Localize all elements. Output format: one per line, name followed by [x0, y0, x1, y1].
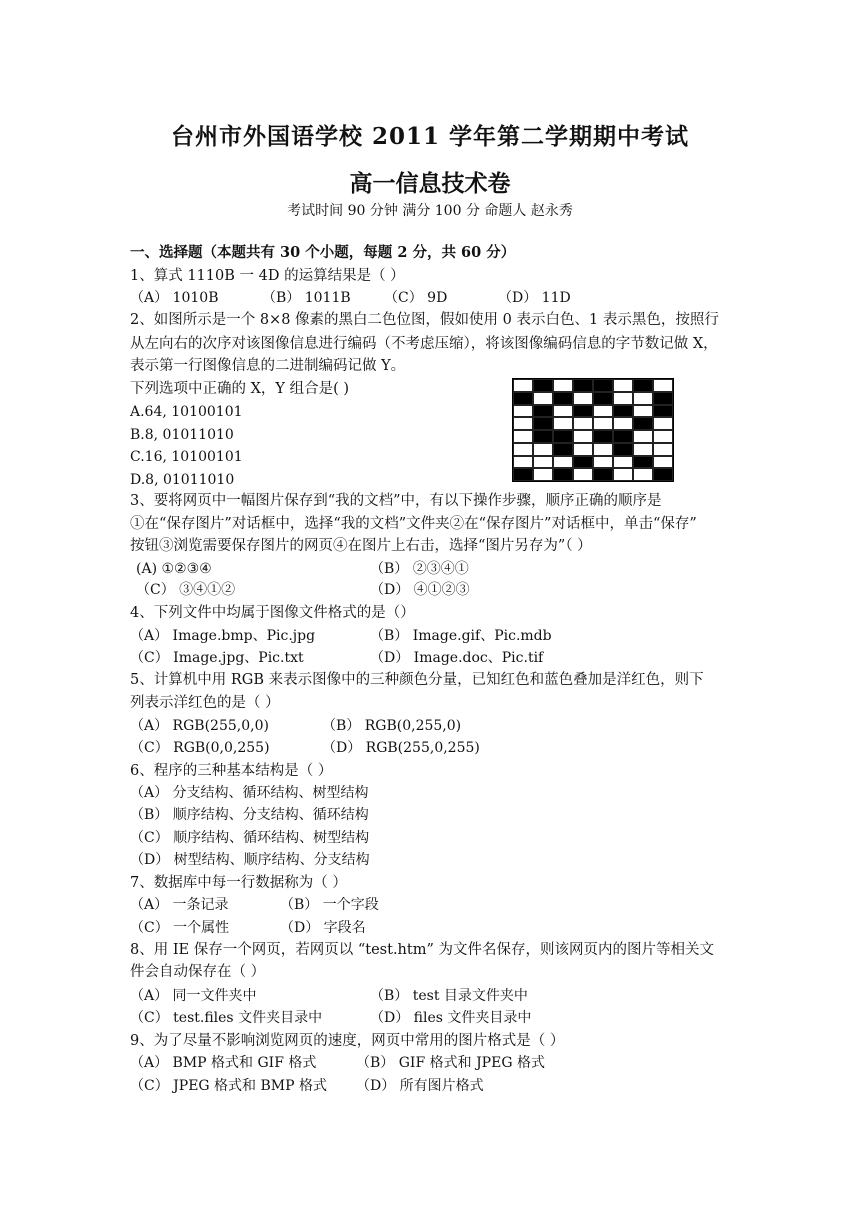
q8-line-1: 8、用 IE 保存一个网页，若网页以 “test.htm” 为文件名保存，则该网页内的图片等相关文 — [130, 942, 714, 958]
bitmap-cell-r7-c6 — [633, 468, 653, 481]
q7-option-b: （B） 一个字段 — [280, 897, 379, 913]
bitmap-cell-r3-c7 — [653, 417, 673, 430]
bitmap-cell-r7-c4 — [593, 468, 613, 481]
q4-option-c: （C） Image.jpg、Pic.txt — [130, 650, 304, 666]
bitmap-cell-r7-c1 — [533, 468, 553, 481]
bitmap-cell-r4-c6 — [633, 430, 653, 443]
bitmap-cell-r4-c1 — [533, 430, 553, 443]
q2-line-1: 2、如图所示是一个 8×8 像素的黑白二色位图，假如使用 0 表示白色、1 表示黑色，按照行 — [130, 312, 719, 328]
q9-option-b: （B） GIF 格式和 JPEG 格式 — [356, 1055, 545, 1071]
q3-option-c: （C） ③④①② — [136, 582, 236, 598]
bitmap-cell-r6-c0 — [513, 456, 533, 469]
q7-option-c: （C） 一个属性 — [130, 920, 230, 936]
q5-option-b: （B） RGB(0,255,0) — [322, 718, 462, 734]
bitmap-cell-r1-c0 — [513, 392, 533, 405]
bitmap-cell-r3-c2 — [553, 417, 573, 430]
bitmap-cell-r5-c4 — [593, 443, 613, 456]
bitmap-cell-r4-c7 — [653, 430, 673, 443]
bitmap-cell-r1-c6 — [633, 392, 653, 405]
q9-option-a: （A） BMP 格式和 GIF 格式 — [130, 1055, 317, 1071]
exam-info: 考试时间 90 分钟 满分 100 分 命题人 赵永秀 — [287, 203, 573, 219]
bitmap-cell-r0-c2 — [553, 379, 573, 392]
bitmap-cell-r4-c4 — [593, 430, 613, 443]
q7-stem: 7、数据库中每一行数据称为（ ） — [130, 875, 347, 891]
bitmap-cell-r7-c2 — [553, 468, 573, 481]
q5-line-2: 列表示洋红色的是（ ） — [130, 695, 280, 711]
bitmap-cell-r6-c5 — [613, 456, 633, 469]
q2-option-a: A.64, 10100101 — [130, 404, 243, 420]
bitmap-cell-r1-c1 — [533, 392, 553, 405]
bitmap-cell-r6-c1 — [533, 456, 553, 469]
q9-stem: 9、为了尽量不影响浏览网页的速度，网页中常用的图片格式是（ ） — [130, 1033, 565, 1049]
q1-option-b: （B） 1011B — [262, 290, 351, 306]
q1-option-c: （C） 9D — [384, 290, 448, 306]
bitmap-cell-r2-c1 — [533, 405, 553, 418]
q6-option-c: （C） 顺序结构、循环结构、树型结构 — [130, 830, 370, 846]
bitmap-cell-r4-c2 — [553, 430, 573, 443]
q2-option-d: D.8, 01011010 — [130, 472, 235, 488]
q2-line-2: 从左向右的次序对该图像信息进行编码（不考虑压缩），将该图像编码信息的字节数记做 X， — [130, 336, 718, 352]
bitmap-cell-r3-c0 — [513, 417, 533, 430]
bitmap-cell-r7-c3 — [573, 468, 593, 481]
bitmap-cell-r5-c0 — [513, 443, 533, 456]
exam-subtitle: 高一信息技术卷 — [349, 170, 511, 197]
bitmap-cell-r5-c7 — [653, 443, 673, 456]
q3-line-2: ①在“保存图片”对话框中，选择“我的文档”文件夹②在“保存图片”对话框中，单击“保存” — [130, 516, 697, 532]
bitmap-cell-r0-c1 — [533, 379, 553, 392]
bitmap-cell-r1-c3 — [573, 392, 593, 405]
q2-option-c: C.16, 10100101 — [130, 449, 243, 465]
q8-option-d: （D） files 文件夹目录中 — [370, 1010, 532, 1026]
bitmap-cell-r4-c5 — [613, 430, 633, 443]
bitmap-cell-r1-c7 — [653, 392, 673, 405]
q4-option-a: （A） Image.bmp、Pic.jpg — [130, 628, 316, 644]
q9-option-c: （C） JPEG 格式和 BMP 格式 — [130, 1078, 327, 1094]
bitmap-cell-r2-c4 — [593, 405, 613, 418]
q8-option-a: （A） 同一文件夹中 — [130, 988, 257, 1004]
bitmap-cell-r0-c7 — [653, 379, 673, 392]
bitmap-cell-r6-c2 — [553, 456, 573, 469]
q8-option-b: （B） test 目录文件夹中 — [370, 988, 528, 1004]
bitmap-cell-r0-c6 — [633, 379, 653, 392]
bitmap-cell-r5-c2 — [553, 443, 573, 456]
q7-option-a: （A） 一条记录 — [130, 897, 229, 913]
q3-option-a: (A) ①②③④ — [136, 561, 212, 577]
bitmap-cell-r3-c6 — [633, 417, 653, 430]
section-heading: 一、选择题（本题共有 30 个小题，每题 2 分，共 60 分） — [130, 244, 516, 261]
q6-option-b: （B） 顺序结构、分支结构、循环结构 — [130, 807, 369, 823]
bitmap-cell-r5-c3 — [573, 443, 593, 456]
q9-option-d: （D） 所有图片格式 — [356, 1078, 484, 1094]
bitmap-cell-r5-c6 — [633, 443, 653, 456]
bitmap-cell-r0-c0 — [513, 379, 533, 392]
bitmap-cell-r2-c5 — [613, 405, 633, 418]
bitmap-cell-r4-c0 — [513, 430, 533, 443]
q3-option-b: （B） ②③④① — [370, 561, 469, 577]
bitmap-cell-r0-c5 — [613, 379, 633, 392]
bitmap-cell-r6-c3 — [573, 456, 593, 469]
q4-option-d: （D） Image.doc、Pic.tif — [370, 650, 544, 666]
exam-title: 台州市外国语学校 2011 学年第二学期期中考试 — [170, 123, 690, 150]
q4-option-b: （B） Image.gif、Pic.mdb — [370, 628, 552, 644]
bitmap-cell-r2-c0 — [513, 405, 533, 418]
q5-option-c: （C） RGB(0,0,255) — [130, 740, 270, 756]
bitmap-cell-r6-c6 — [633, 456, 653, 469]
bitmap-cell-r7-c7 — [653, 468, 673, 481]
q2-line-3: 表示第一行图像信息的二进制编码记做 Y。 — [130, 358, 406, 374]
q3-line-3: 按钮③浏览需要保存图片的网页④在图片上右击，选择“图片另存为”（ ） — [130, 538, 592, 554]
bitmap-cell-r3-c4 — [593, 417, 613, 430]
q5-line-1: 5、计算机中用 RGB 来表示图像中的三种颜色分量，已知红色和蓝色叠加是洋红色，则下 — [130, 672, 704, 688]
bitmap-cell-r1-c5 — [613, 392, 633, 405]
q6-option-a: （A） 分支结构、循环结构、树型结构 — [130, 785, 369, 801]
bitmap-cell-r2-c2 — [553, 405, 573, 418]
bitmap-cell-r3-c5 — [613, 417, 633, 430]
q2-option-b: B.8, 01011010 — [130, 427, 234, 443]
q1-stem: 1、算式 1110B 一 4D 的运算结果是（ ） — [130, 268, 405, 284]
q6-option-d: （D） 树型结构、顺序结构、分支结构 — [130, 852, 370, 868]
q6-stem: 6、程序的三种基本结构是（ ） — [130, 763, 333, 779]
bitmap-cell-r0-c4 — [593, 379, 613, 392]
bitmap-cell-r1-c2 — [553, 392, 573, 405]
q5-option-d: （D） RGB(255,0,255) — [322, 740, 480, 756]
bitmap-cell-r5-c1 — [533, 443, 553, 456]
bitmap-cell-r2-c3 — [573, 405, 593, 418]
bitmap-cell-r4-c3 — [573, 430, 593, 443]
bitmap-cell-r7-c0 — [513, 468, 533, 481]
bitmap-cell-r7-c5 — [613, 468, 633, 481]
bitmap-cell-r6-c4 — [593, 456, 613, 469]
bitmap-cell-r1-c4 — [593, 392, 613, 405]
bitmap-cell-r0-c3 — [573, 379, 593, 392]
q1-option-d: （D） 11D — [498, 290, 571, 306]
bitmap-figure — [512, 378, 674, 482]
q4-stem: 4、下列文件中均属于图像文件格式的是（） — [130, 605, 415, 621]
bitmap-cell-r5-c5 — [613, 443, 633, 456]
bitmap-cell-r2-c7 — [653, 405, 673, 418]
q3-line-1: 3、要将网页中一幅图片保存到“我的文档”中，有以下操作步骤，顺序正确的顺序是 — [130, 493, 662, 509]
q3-option-d: （D） ④①②③ — [370, 582, 470, 598]
q2-line-4: 下列选项中正确的 X，Y 组合是( ) — [130, 381, 350, 397]
bitmap-cell-r3-c3 — [573, 417, 593, 430]
q8-line-2: 件会自动保存在（ ） — [130, 964, 266, 980]
q7-option-d: （D） 字段名 — [280, 920, 366, 936]
bitmap-cell-r2-c6 — [633, 405, 653, 418]
q1-option-a: （A） 1010B — [130, 290, 219, 306]
bitmap-cell-r3-c1 — [533, 417, 553, 430]
q5-option-a: （A） RGB(255,0,0) — [130, 718, 269, 734]
bitmap-cell-r6-c7 — [653, 456, 673, 469]
q8-option-c: （C） test.files 文件夹目录中 — [130, 1010, 323, 1026]
